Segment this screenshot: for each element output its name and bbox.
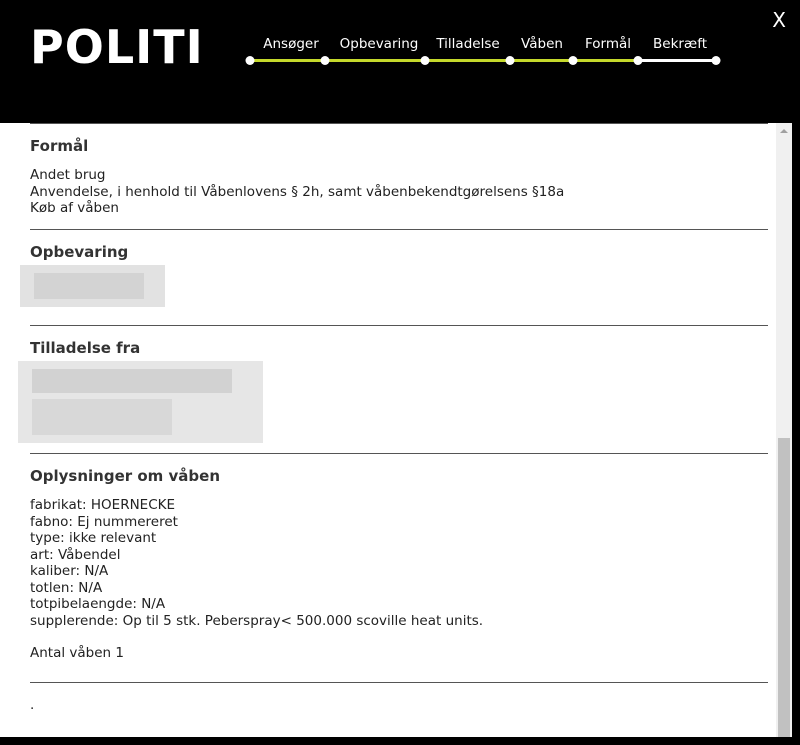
vaaben-details — [30, 497, 768, 662]
formal-line: Andet brug — [30, 167, 106, 183]
step-dot-bekraeft[interactable] — [634, 56, 643, 65]
section-divider — [30, 325, 768, 326]
stepper-line-pending — [638, 59, 716, 62]
vertical-scrollbar[interactable] — [776, 123, 792, 737]
step-dot-tilladelse[interactable] — [421, 56, 430, 65]
section-divider — [30, 682, 768, 683]
formal-line: Køb af våben — [30, 200, 119, 216]
window-frame-right — [792, 123, 800, 745]
formal-details — [30, 167, 768, 217]
stepper-line-done — [249, 59, 638, 62]
step-tilladelse-label[interactable]: Tilladelse — [436, 36, 500, 52]
vaaben-line: art: Våbendel — [30, 546, 121, 563]
section-divider — [30, 453, 768, 454]
vaaben-line: totpibelaengde: N/A — [30, 596, 166, 612]
politi-logo: POLITI — [30, 20, 204, 74]
window-frame-bottom — [0, 737, 800, 745]
step-dot-end — [712, 56, 721, 65]
section-tilladelse — [30, 339, 768, 357]
vaaben-line: fabno: Ej nummereret — [30, 513, 178, 530]
vaaben-line: kaliber: N/A — [30, 563, 109, 579]
step-dot-formal[interactable] — [569, 56, 578, 65]
redacted-tilladelse-block — [32, 399, 172, 435]
section-title-vaaben: Oplysninger om våben — [30, 467, 221, 485]
formal-line: Anvendelse, i henhold til Våbenlovens § 2h, samt våbenbekendtgørelsens §18a — [30, 183, 565, 200]
section-divider — [30, 123, 768, 124]
vaaben-line: fabrikat: HOERNECKE — [30, 497, 176, 513]
step-dot-opbevaring[interactable] — [321, 56, 330, 65]
section-title-formal: Formål — [30, 137, 89, 155]
section-opbevaring — [30, 243, 768, 261]
header-bar — [0, 0, 800, 123]
footer-mark: . — [30, 697, 35, 713]
step-opbevaring-label[interactable]: Opbevaring — [339, 36, 419, 52]
step-dot-ansoger[interactable] — [246, 56, 255, 65]
section-formal — [30, 137, 768, 217]
step-ansoger-label[interactable]: Ansøger — [263, 36, 319, 52]
scroll-up-arrow-icon[interactable] — [776, 123, 792, 139]
vaaben-line: supplerende: Op til 5 stk. Peberspray< 500.000 scoville heat units. — [30, 612, 484, 629]
step-bekraeft-label[interactable]: Bekræft — [653, 36, 707, 52]
vaaben-line: type: ikke relevant — [30, 530, 157, 546]
section-title-opbevaring: Opbevaring — [30, 243, 129, 261]
redacted-opbevaring-block — [34, 273, 144, 299]
section-title-tilladelse: Tilladelse fra — [30, 339, 141, 357]
step-vaaben-label[interactable]: Våben — [521, 36, 563, 52]
vaaben-line: totlen: N/A — [30, 579, 103, 596]
vaaben-count: Antal våben 1 — [30, 645, 124, 661]
section-vaaben — [30, 467, 768, 662]
scrollbar-thumb[interactable] — [778, 438, 790, 737]
close-button[interactable]: X — [772, 8, 786, 32]
step-formal-label[interactable]: Formål — [584, 36, 632, 52]
summary-content[interactable] — [0, 123, 776, 737]
redacted-tilladelse-block — [32, 369, 232, 393]
section-divider — [30, 229, 768, 230]
step-dot-vaaben[interactable] — [506, 56, 515, 65]
progress-stepper — [240, 36, 730, 76]
